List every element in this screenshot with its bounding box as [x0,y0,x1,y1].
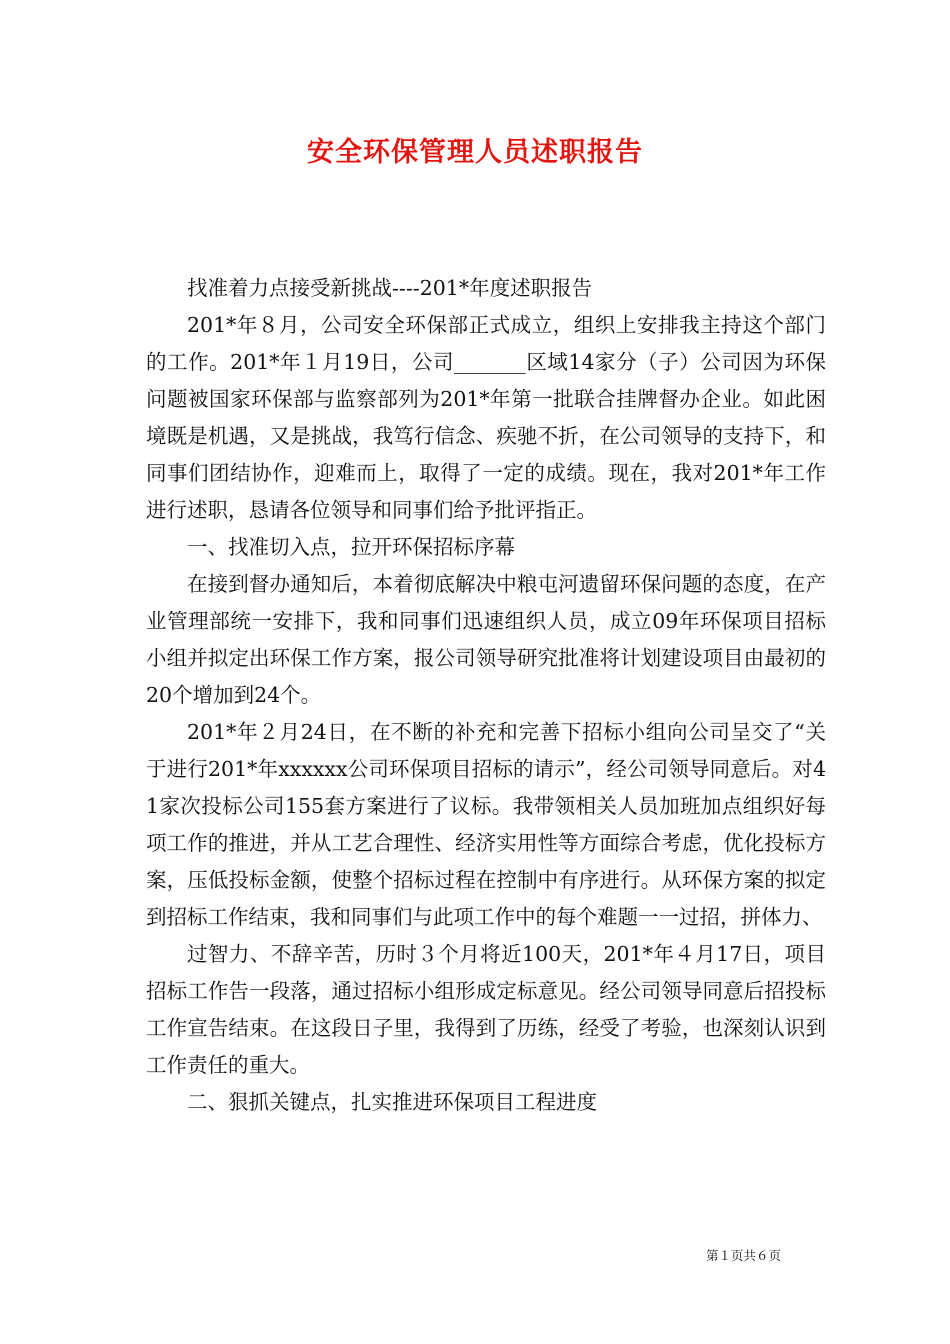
section-heading: 一、找准切入点，拉开环保招标序幕 [187,535,515,559]
document-body [146,270,826,1121]
paragraph-subtitle: 找准着力点接受新挑战----201*年度述职报告 [187,276,593,300]
paragraph: 201*年８月，公司安全环保部正式成立，组织上安排我主持这个部门的工作。201*年１月19日，公司_______区域14家分（子）公司因为环保问题被国家环保部与监察部列为201*年第一批联合挂牌督办企业。如此困境既是机遇，又是挑战，我笃行信念、疾驰不折，在公司领导的支持下，和同事们团结协作，迎难而上，取得了一定的成绩。现在，我对201*年工作进行述职，恳请各位领导和同事们给予批评指正。 [146,313,826,522]
paragraph: 在接到督办通知后，本着彻底解决中粮屯河遗留环保问题的态度，在产业管理部统一安排下，我和同事们迅速组织人员，成立09年环保项目招标小组并拟定出环保工作方案，报公司领导研究批准将计划建设项目由最初的20个增加到24个。 [146,572,826,707]
document-title: 安全环保管理人员述职报告 [307,137,643,168]
page-number: 第１页共６页 [706,1248,782,1263]
paragraph: 过智力、不辞辛苦，历时３个月将近100天，201*年４月17日，项目招标工作告一段落，通过招标小组形成定标意见。经公司领导同意后招投标工作宣告结束。在这段日子里，我得到了历练，经受了考验，也深刻认识到工作责任的重大。 [146,942,826,1077]
section-heading: 二、狠抓关键点，扎实推进环保项目工程进度 [187,1090,597,1114]
paragraph: 201*年２月24日，在不断的补充和完善下招标小组向公司呈交了“关于进行201*年xxxxxx公司环保项目招标的请示”，经公司领导同意后。对41家次投标公司155套方案进行了议标。我带领相关人员加班加点组织好每项工作的推进，并从工艺合理性、经济实用性等方面综合考虑，优化投标方案，压低投标金额，使整个招标过程在控制中有序进行。从环保方案的拟定到招标工作结束，我和同事们与此项工作中的每个难题一一过招，拼体力、 [146,720,826,929]
